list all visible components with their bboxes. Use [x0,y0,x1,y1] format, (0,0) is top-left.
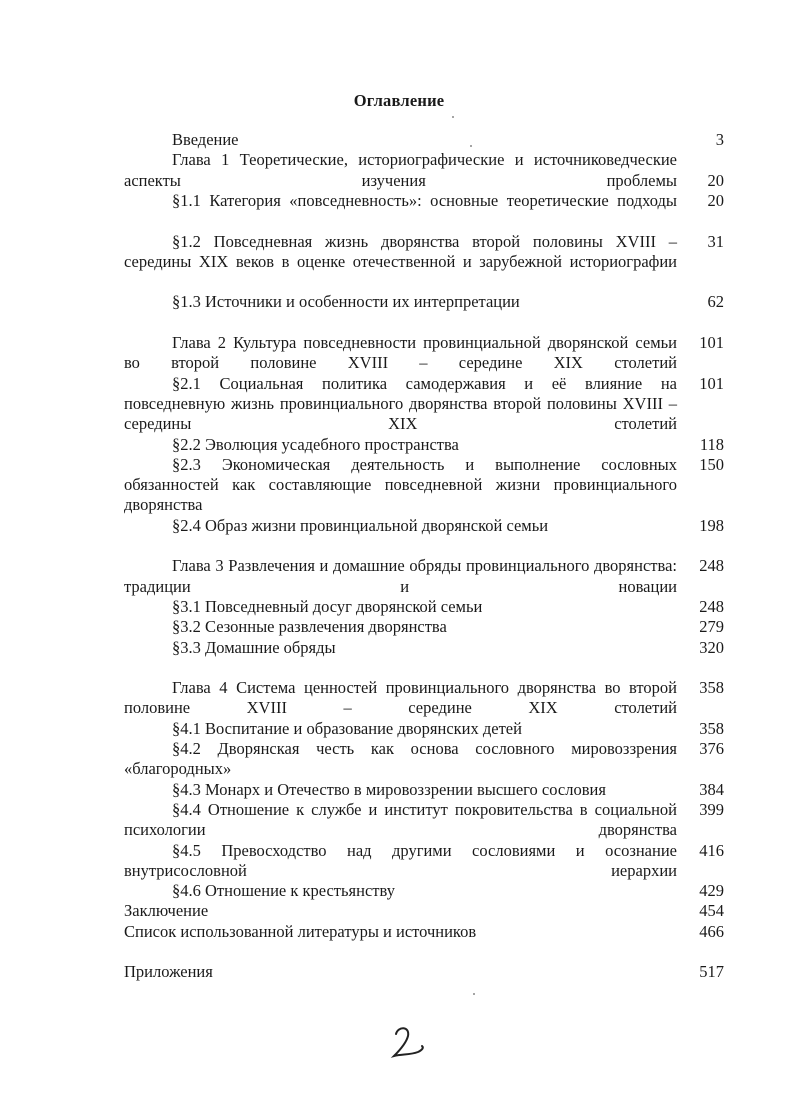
toc-entry-text: §2.2 Эволюция усадебного пространства [172,434,459,454]
toc-entry-text: §3.2 Сезонные развлечения дворянства [172,617,447,637]
toc-entry-section-4-6[interactable] [124,881,724,901]
toc-entry-page: 20 [707,170,724,190]
toc-entry-page: 399 [699,799,724,819]
toc-entry-page: 101 [699,373,724,393]
toc-entry-page: 358 [699,678,724,698]
toc-entry-text: Заключение [124,901,209,921]
toc-entry-page: 466 [699,921,724,941]
toc-entry-section-2-3[interactable] [124,455,724,516]
scan-speck [470,145,472,147]
toc-entry-chapter-3[interactable] [124,556,724,597]
toc-entry-text: §1.3 Источники и особенности их интерпретации [172,292,520,312]
toc-entry-page: 31 [707,231,724,251]
toc-entry-text: §3.1 Повседневный досуг дворянской семьи [172,596,483,616]
toc-entry-page: 198 [699,515,724,535]
toc-entry-page: 248 [699,596,724,616]
toc-entry-section-3-3[interactable] [124,638,724,658]
toc-entry-bibliography[interactable] [124,922,724,942]
toc-entry-text: Глава 2 Культура повседневности провинциальной дворянской семьи во второй половине XVIII – середине XIX столетий [124,333,677,373]
page-title: Оглавление [353,91,445,110]
toc-entry-text: Введение [172,130,239,149]
toc-entry-text: §2.3 Экономическая деятельность и выполнение сословных обязанностей как составляющие повседневной жизни провинциального дворянства [124,454,677,515]
toc-entry-text: Глава 3 Развлечения и домашние обряды провинциального дворянства: традиции и новации [124,556,677,596]
toc-entry-section-1-3[interactable] [124,292,724,312]
toc-entry-section-2-2[interactable] [124,435,724,455]
toc-entry-appendices[interactable] [124,962,724,982]
toc-entry-page: 101 [699,333,724,352]
toc-entry-page: 62 [707,292,724,312]
scan-speck [473,993,475,995]
handwritten-page-number [388,1022,428,1062]
toc-entry-section-4-4[interactable] [124,800,724,841]
toc-entry-page: 150 [699,454,724,474]
toc-entry-section-3-2[interactable] [124,617,724,637]
toc-entry-section-2-4[interactable] [124,516,724,536]
toc-entry-introduction[interactable] [124,130,724,150]
toc-entry-page: 517 [699,962,724,982]
toc-entry-section-3-1[interactable] [124,597,724,617]
toc-entry-page: 3 [715,130,724,149]
toc-entry-section-4-1[interactable] [124,719,724,739]
toc-entry-section-4-2[interactable] [124,739,724,780]
toc-entry-page: 384 [699,779,724,799]
toc-entry-text: §2.1 Социальная политика самодержавия и её влияние на повседневную жизнь провинциального дворянства второй половины XVIII – середины XIX столетий [124,373,677,434]
toc-entry-text: §4.5 Превосходство над другими сословиями и осознание внутрисословной иерархии [124,840,677,880]
toc-entry-page: 20 [707,190,724,210]
toc-entry-text: §4.3 Монарх и Отечество в мировоззрении высшего сословия [172,779,606,799]
toc-entry-text: §4.1 Воспитание и образование дворянских детей [172,718,522,738]
toc-entry-section-1-1[interactable] [124,191,724,211]
toc-entry-text: Список использованной литературы и источников [124,921,477,941]
toc-entry-page: 279 [699,617,724,637]
toc-entry-text: §1.2 Повседневная жизнь дворянства второй половины XVIII – середины XIX веков в оценке отечественной и зарубежной историографии [124,231,677,271]
toc-entry-section-2-1[interactable] [124,374,724,435]
toc-entry-page: 358 [699,718,724,738]
toc-entry-text: §1.1 Категория «повседневность»: основные теоретические подходы [172,190,677,210]
toc-entry-chapter-2[interactable] [124,333,724,374]
toc-entry-page: 454 [699,901,724,921]
toc-entry-section-4-5[interactable] [124,841,724,882]
toc-entry-section-1-2[interactable] [124,232,724,273]
toc-entry-text: Глава 1 Теоретические, историографические и источниковедческие аспекты изучения проблемы [124,150,677,190]
toc-entry-page: 376 [699,739,724,758]
toc-entry-text: §3.3 Домашние обряды [172,637,336,657]
toc-entry-text: §4.2 Дворянская честь как основа сословного мировоззрения «благородных» [124,739,677,779]
toc-entry-page: 118 [699,434,724,454]
toc-entry-conclusion[interactable] [124,901,724,921]
toc-entry-section-4-3[interactable] [124,780,724,800]
toc-entry-text: §2.4 Образ жизни провинциальной дворянской семьи [172,515,549,535]
toc-entry-text: Приложения [124,962,213,982]
toc-entry-page: 248 [699,556,724,576]
toc-entry-page: 429 [699,881,724,901]
toc-entry-text: §4.6 Отношение к крестьянству [172,881,395,901]
toc-entry-page: 320 [699,637,724,657]
toc-entry-chapter-4[interactable] [124,678,724,719]
toc-entry-page: 416 [699,840,724,860]
toc-entry-text: Глава 4 Система ценностей провинциального дворянства во второй половине XVIII – середине XIX столетий [124,678,677,718]
toc-entry-text: §4.4 Отношение к службе и институт покровительства в социальной психологии дворянства [124,799,677,840]
scan-speck [452,116,454,118]
toc-entry-chapter-1[interactable] [124,150,724,191]
